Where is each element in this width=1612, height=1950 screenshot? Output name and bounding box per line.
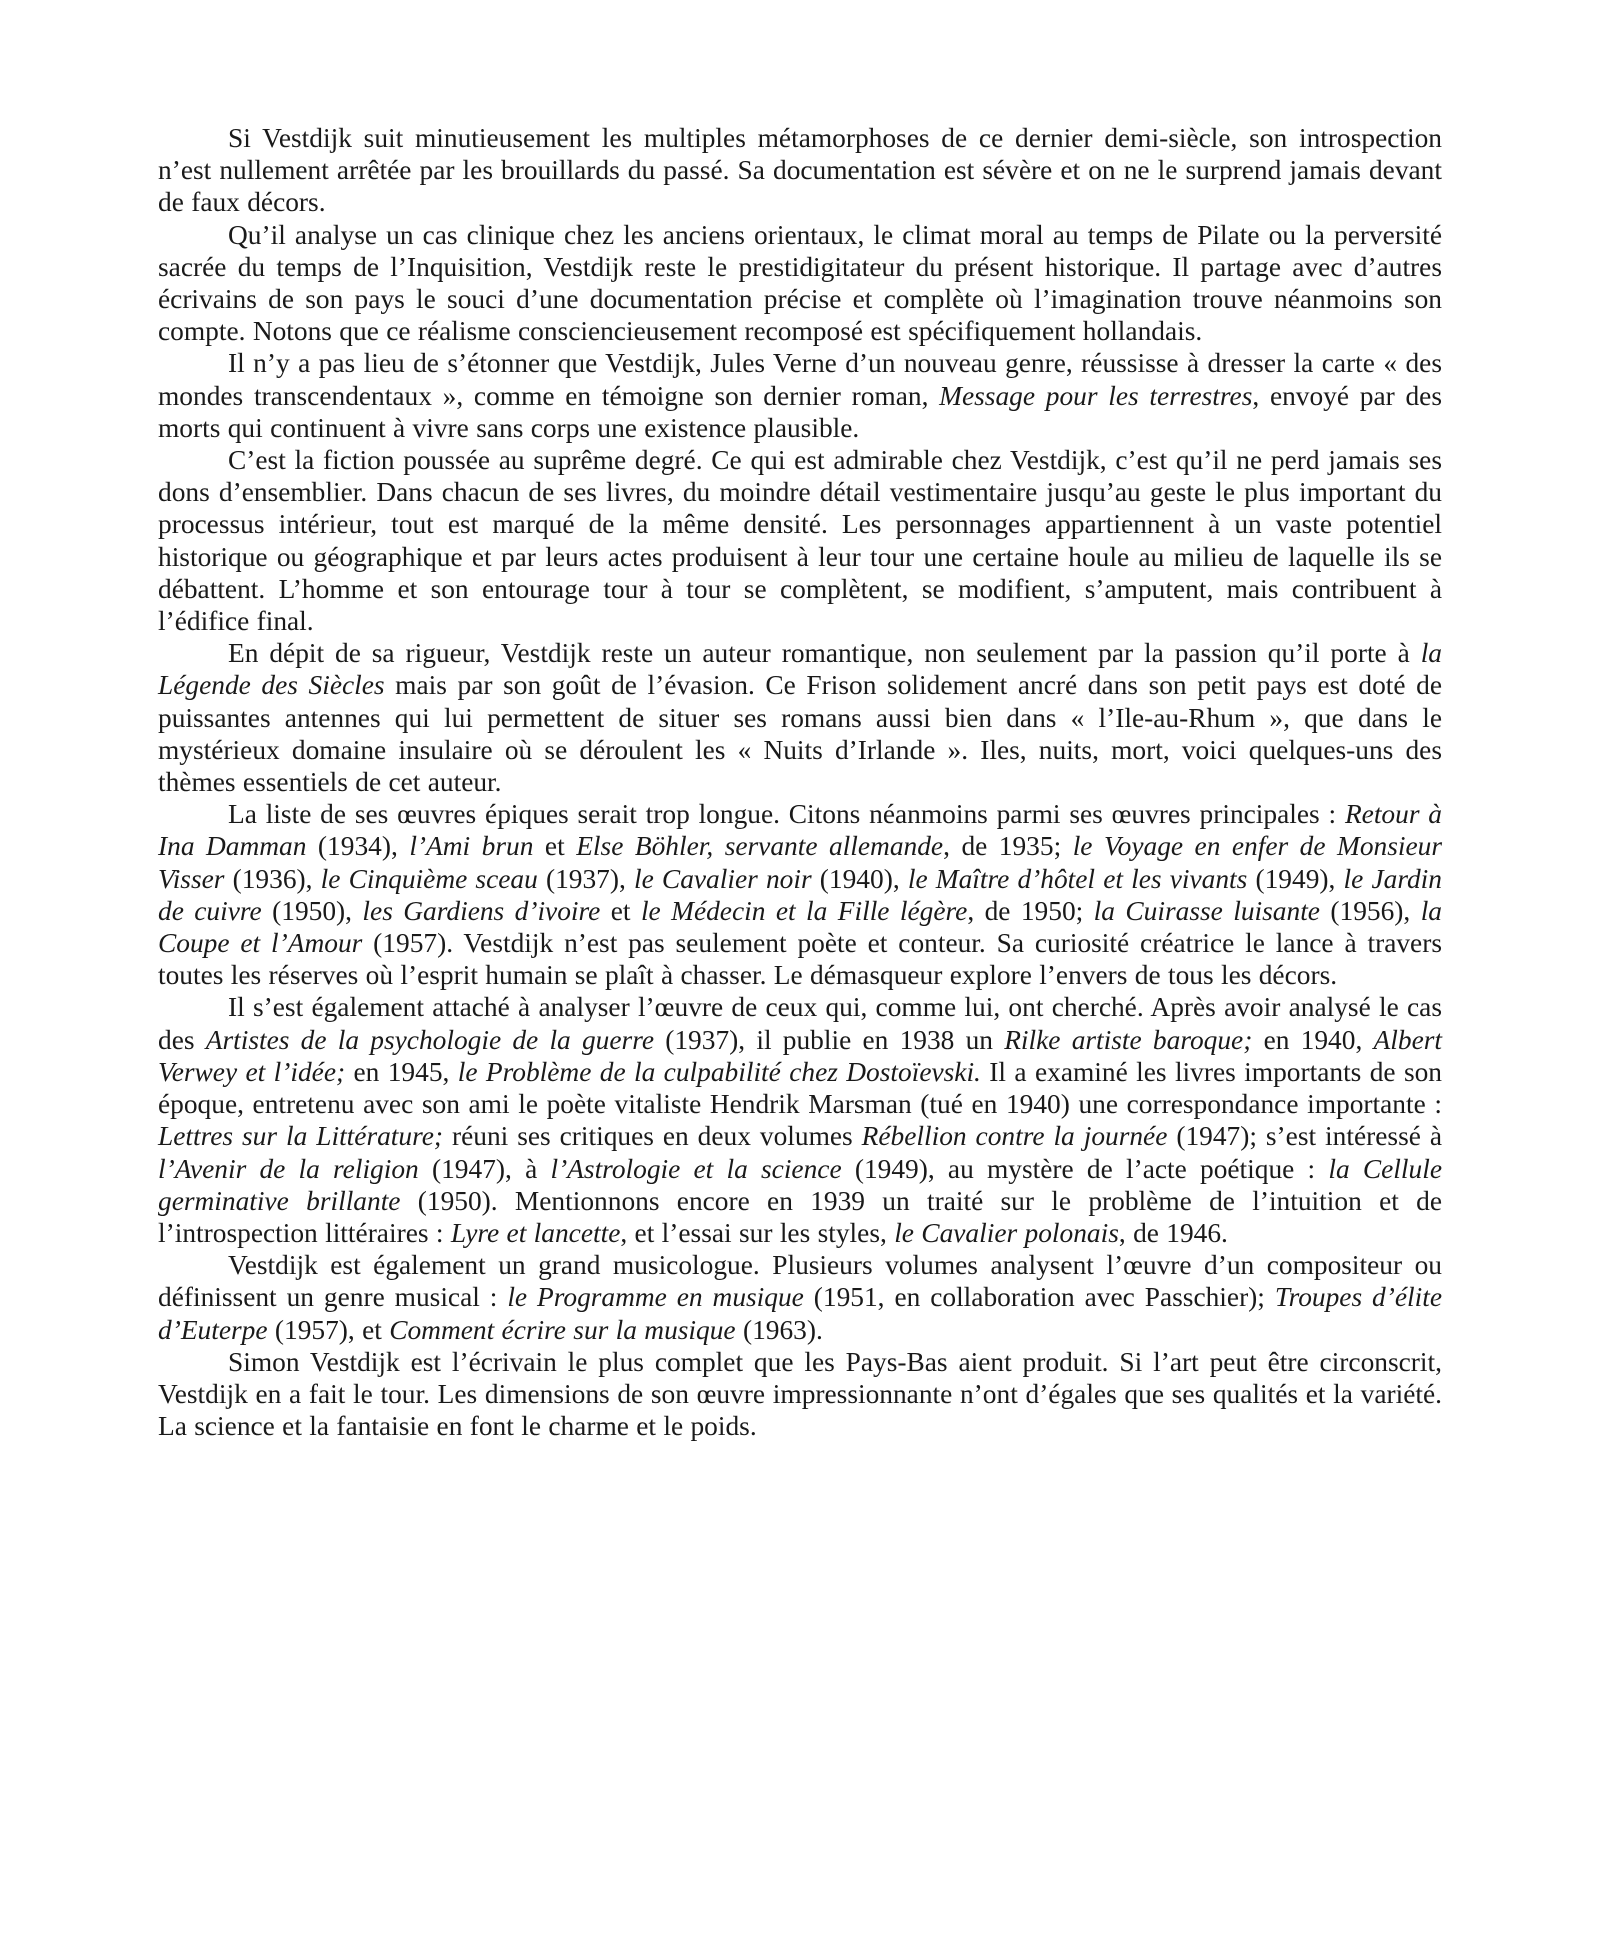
paragraph [158, 1346, 1442, 1443]
text-run: et [600, 895, 641, 926]
text-run: (1947), à [418, 1153, 551, 1184]
italic-title: Troupes d’élite d’Euterpe [158, 1282, 1442, 1345]
text-run: (1934), [306, 831, 410, 862]
text-run: (1940), [811, 863, 908, 894]
text-run: (1950), [261, 895, 363, 926]
text-run: (1936), [224, 863, 321, 894]
text-run: Simon Vestdijk est l’écrivain le plus complet que les Pays-Bas aient produit. Si l’art peut être circonscrit, Vestdijk en a fait le tour. Les dimensions de son œuvre impressionnante n’ont d’égales que ses qualités et la variété. La science et la fantaisie en font le charme et le poids. [158, 1346, 1442, 1442]
paragraph [158, 444, 1442, 637]
text-run: Il n’y a pas lieu de s’étonner que Vestdijk, Jules Verne d’un nouveau genre, réussisse à dresser la carte « des mondes transcendentaux », comme en témoigne son dernier roman, [158, 348, 1442, 411]
text-run: (1949), au mystère de l’acte poétique : [841, 1153, 1329, 1184]
italic-title: la Coupe et l’Amour [158, 895, 1442, 959]
text-run: (1963). [735, 1314, 823, 1345]
italic-title: la Cuirasse luisante [1093, 895, 1320, 926]
text-run: (1956), [1319, 895, 1421, 926]
text-run: (1947); s’est intéressé à [1167, 1121, 1442, 1152]
italic-title: Albert Verwey et l’idée; [158, 1024, 1442, 1087]
text-run: (1950). Mentionnons encore en 1939 un traité sur le problème de l’intuition et de l’introspection littéraires : [158, 1185, 1442, 1248]
italic-title: Retour à Ina Damman [158, 799, 1442, 862]
paragraph [158, 122, 1442, 219]
text-run: , de 1946. [1118, 1217, 1228, 1248]
text-run: , de 1935; [943, 831, 1073, 862]
italic-title: le Programme en musique [507, 1282, 804, 1313]
text-run: (1937), [537, 863, 634, 894]
text-run: Si Vestdijk suit minutieusement les multiples métamorphoses de ce dernier demi-siècle, son introspection n’est nullement arrêtée par les brouillards du passé. Sa documentation est sévère et on ne le surprend jamais devant de faux décors. [158, 123, 1442, 218]
text-run: (1937), il publie en 1938 un [654, 1024, 1005, 1055]
text-run: (1957), et [267, 1314, 390, 1345]
text-run: en 1940, [1252, 1024, 1374, 1055]
text-run: (1949), [1247, 863, 1344, 894]
italic-title: Message pour les terrestres [939, 380, 1253, 411]
text-run: La liste de ses œuvres épiques serait trop longue. Citons néanmoins parmi ses œuvres principales : [228, 799, 1345, 830]
italic-title: le Voyage en enfer de Monsieur Visser [158, 831, 1443, 894]
text-run: Il s’est également attaché à analyser l’œuvre de ceux qui, comme lui, ont cherché. Après avoir analysé le cas des [158, 992, 1442, 1055]
italic-title: Else Böhler, servante allemande [576, 831, 944, 862]
italic-title: la Cellule germinative brillante [158, 1153, 1442, 1216]
italic-title: l’Astrologie et la science [550, 1153, 842, 1184]
italic-title: le Cinquième sceau [320, 863, 538, 894]
italic-title: la Légende des Siècles [158, 638, 1442, 701]
paragraph [158, 1249, 1442, 1346]
italic-title: le Maître d’hôtel et les vivants [907, 863, 1248, 894]
paragraph [158, 347, 1442, 444]
paragraph [158, 637, 1442, 798]
text-run: Vestdijk est également un grand musicologue. Plusieurs volumes analysent l’œuvre d’un compositeur ou définissent un genre musical : [158, 1250, 1442, 1313]
italic-title: Artistes de la psychologie de la guerre [205, 1024, 654, 1055]
text-run: , de 1950; [967, 895, 1094, 926]
text-run: Il a examiné les livres importants de son époque, entretenu avec son ami le poète vitaliste Hendrik Marsman (tué en 1940) une correspondance importante : [158, 1056, 1443, 1120]
paragraph [158, 219, 1442, 348]
paragraph [158, 991, 1442, 1249]
text-run: mais par son goût de l’évasion. Ce Frison solidement ancré dans son petit pays est doté de puissantes antennes qui lui permettent de situer ses romans aussi bien dans « l’Ile-au-Rhum », que dans le mystérieux domaine insulaire où se déroulent les « Nuits d’Irlande ». Iles, nuits, mort, voici quelques-uns des thèmes essentiels de cet auteur. [158, 670, 1442, 798]
paragraph [158, 798, 1442, 991]
text-run: , envoyé par des morts qui continuent à vivre sans corps une existence plausible. [158, 380, 1442, 443]
italic-title: Comment écrire sur la musique [389, 1314, 736, 1345]
text-run: (1951, en collaboration avec Passchier); [803, 1282, 1275, 1313]
italic-title: Rébellion contre la journée [861, 1121, 1168, 1152]
text-run: (1957). Vestdijk n’est pas seulement poète et conteur. Sa curiosité créatrice le lance à travers toutes les réserves où l’esprit humain se plaît à chasser. Le démasqueur explore l’envers de tous les décors. [158, 928, 1442, 991]
italic-title: les Gardiens d’ivoire [362, 895, 601, 926]
italic-title: le Cavalier polonais [894, 1217, 1119, 1248]
italic-title: le Jardin de cuivre [158, 863, 1442, 926]
italic-title: Rilke artiste baroque; [1004, 1024, 1253, 1055]
text-run: C’est la fiction poussée au suprême degré. Ce qui est admirable chez Vestdijk, c’est qu’il ne perd jamais ses dons d’ensemblier. Dans chacun de ses livres, du moindre détail vestimentaire jusqu’au geste le plus important du processus intérieur, tout est marqué de la même densité. Les personnages appartiennent à un vaste potentiel historique ou géographique et par leurs actes produisent à leur tour une certaine houle au milieu de laquelle ils se débattent. L’homme et son entourage tour à tour se complètent, se modifient, s’amputent, mais contribuent à l’édifice final. [158, 445, 1442, 637]
italic-title: l’Avenir de la religion [158, 1153, 419, 1184]
italic-title: Lyre et lancette [450, 1217, 621, 1248]
text-run: en 1945, [345, 1056, 458, 1087]
italic-title: le Médecin et la Fille légère [640, 895, 968, 926]
italic-title: l’Ami brun [409, 831, 534, 862]
text-run: réuni ses critiques en deux volumes [443, 1121, 862, 1152]
text-run: , et l’essai sur les styles, [620, 1217, 895, 1248]
italic-title: le Problème de la culpabilité chez Dostoïevski. [457, 1056, 981, 1087]
italic-title: Lettres sur la Littérature; [158, 1121, 444, 1152]
page-text-column [158, 122, 1442, 1442]
italic-title: le Cavalier noir [634, 863, 812, 894]
text-run: Qu’il analyse un cas clinique chez les anciens orientaux, le climat moral au temps de Pilate ou la perversité sacrée du temps de l’Inquisition, Vestdijk reste le prestidigitateur du présent historique. Il partage avec d’autres écrivains de son pays le souci d’une documentation précise et complète où l’imagination trouve néanmoins son compte. Notons que ce réalisme consciencieusement recomposé est spécifiquement hollandais. [158, 219, 1442, 347]
text-run: et [533, 831, 577, 862]
text-run: En dépit de sa rigueur, Vestdijk reste un auteur romantique, non seulement par la passion qu’il porte à [228, 638, 1421, 669]
